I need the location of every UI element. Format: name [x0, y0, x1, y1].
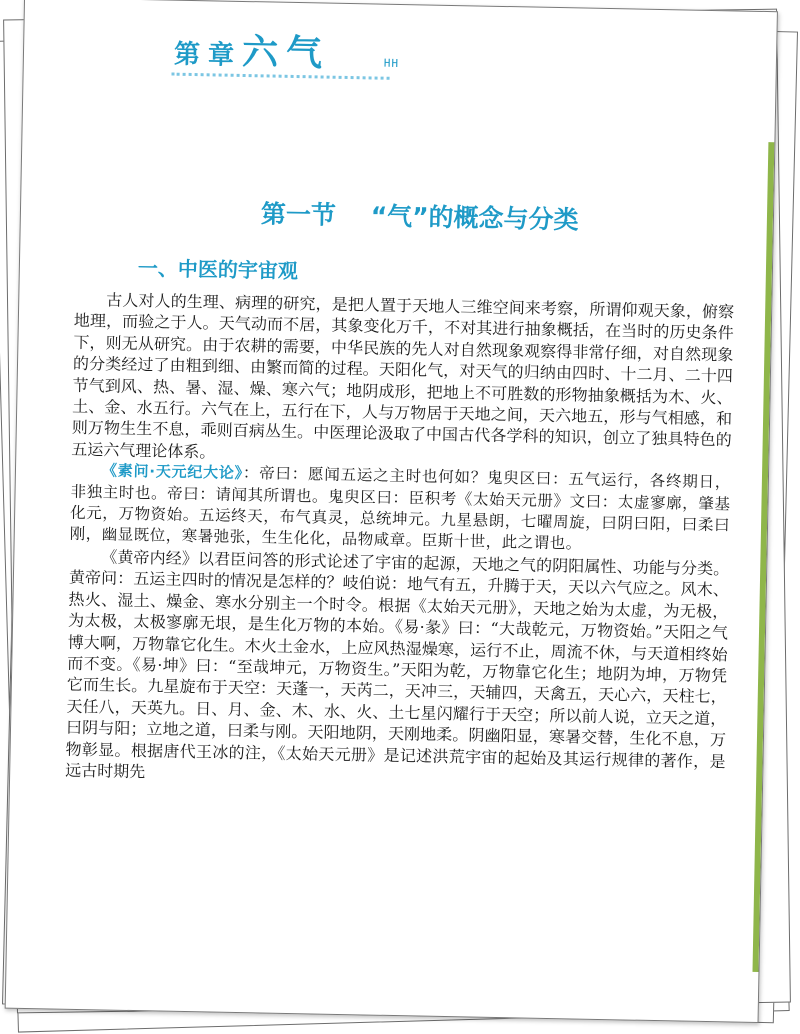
subsection-title: 一、中医的宇宙观 — [137, 255, 299, 284]
chapter-char-di: 第 — [173, 39, 209, 71]
citation-source: 《素问·天元纪大论》 — [101, 461, 244, 483]
citation-block — [70, 460, 732, 558]
chapter-char-liu: 六 — [241, 30, 287, 74]
body-text — [65, 289, 734, 794]
chapter-char-zhang: 章 — [207, 40, 243, 71]
chapter-decoration: HH — [383, 56, 400, 70]
citation-text: ：帝曰：愿闻五运之主时也何如？鬼臾区曰：五气运行，各终期日，非独主时也。帝曰：请闻其所谓也。鬼臾区曰：臣积考《太始天元册》文曰：太虚寥廓，肇基化元，万物资始。五运终天，布气真灵，总统坤元。九星悬朗，七曜周旋，曰阴曰阳，曰柔曰刚，幽显既位，寒暑弛张，生生化化，品物咸章。臣斯十世，此之谓也。 — [69, 464, 732, 554]
book-page — [5, 0, 778, 1023]
chapter-heading — [174, 23, 331, 77]
paragraph-2: 《黄帝内经》以君臣问答的形式论述了宇宙的起源，天地之气的阴阳属性、功能与分类。黄帝问：五运主四时的情况是怎样的？岐伯说：地气有五，升腾于天，天以六气应之。风木、热火、湿土、燥金、寒水分别主一个时令。根据《太始天元册》，天地之始为太虚，为无极，为太极，太极寥廓无垠，是生化万物的本始。《易·彖》曰：“大哉乾元，万物资始。”天阳之气博大啊，万物靠它化生。木火土金水，上应风热湿燥寒，运行不止，周流不休，与天道相终始而不变。《易·坤》曰：“至哉坤元，万物资生。”天阳为乾，万物靠它化生；地阴为坤，万物凭它而生长。九星旋布于天空：天蓬一，天芮二，天冲三，天辅四，天禽五，天心六，天柱七，天任八，天英九。日、月、金、木、水、火、土七星闪耀行于天空；所以前人说，立天之道，曰阴与阳；立地之道，曰柔与刚。天阳地阴，天刚地柔。阴幽阳显，寒暑交替，生化不息，万物彰显。根据唐代王冰的注，《太始天元册》是记述洪荒宇宙的起始及其运行规律的著作，是远古时期先 — [65, 547, 730, 782]
paragraph-1: 古人对人的生理、病理的研究，是把人置于天地人三维空间来考察，所谓仰观天象，俯察地理，而验之于人。天气动而不居，其象变化万千，不对其进行抽象概括，在当时的历史条件下，则无从研究。由于农耕的需要，中华民族的先人对自然现象观察得非常仔细，对自然现象的分类经过了由粗到细、由繁而简的过程。天阳化气，对天气的归纳由四时、十二月、二十四节气到风、热、暑、湿、燥、寒六气；地阴成形，把地上不可胜数的形物抽象概括为木、火、土、金、水五行。六气在上，五行在下，人与万物居于天地之间，天六地五，形与气相感，和则万物生生不息，乖则百病丛生。中医理论汲取了中国古代各学科的知识，创立了独具特色的五运六气理论体系。 — [71, 290, 735, 462]
chapter-char-qi: 气 — [285, 31, 331, 75]
section-title: 第一节 “气”的概念与分类 — [260, 199, 579, 235]
